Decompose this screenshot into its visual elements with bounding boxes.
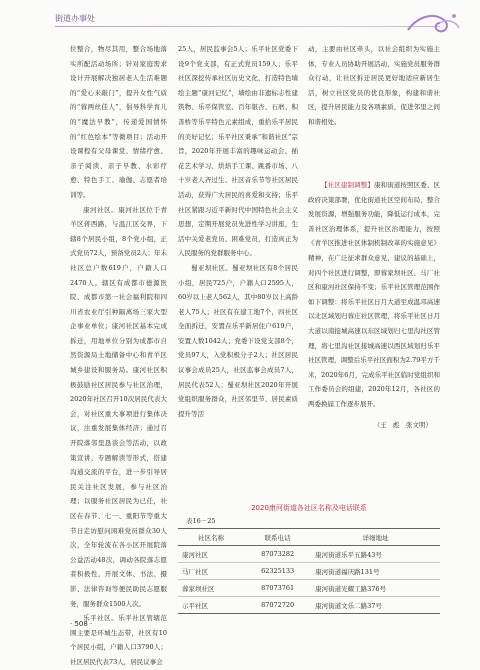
address: 康河街道光耀工路376号 [311,580,440,597]
section-label: 【社区建制调整】 [321,181,374,189]
header-address: 详细地址 [311,529,440,546]
header-rule [55,26,440,27]
table-row [178,597,440,614]
paragraph: 蜀亚坝社区。蜀亚坝社区有8个居民小组，居民725户，户籍人口2595人，60岁以上老人562人，其中80岁以上高龄老人75人；社区有在建工地7个，四社区全面拆迁，安置在乐平新居住户619户，安置人数1042人；党委下设党支部8个，党员97人，入党积极分子2人；社区居民议事会成员25人，社区监事会成员7人，居民代表52人；蜀亚坝社区2020年开展党组织服务群众，社区邻里节、居民素质提升等活 [178,263,298,418]
community-name: 示平社区 [178,597,244,614]
paragraph: 乐平社区。乐平社区管辖范围主要是环城生态带，社区有10个居民小组，户籍人口3790人；社区居民代表73人，居民议事会 [70,614,167,666]
page-header [0,0,480,36]
section-title: 街道办事处 [55,14,95,23]
paragraph: 动，主要由社区牵头，以社会组织为实施主体，专业人员协助开展活动，实施党员服务群众行动，让社区拆迁居民更好地适应新居生活，树立社区党员的优良形象，构建和谐社区，提升居民能力及各项素质，促进邻里之间和谐相处。 [308,45,440,126]
header-phone: 联系电话 [244,529,311,546]
section-text: 康和街道按照区委、区政府决策部署，优化街道社区空间布局，整合发展资源，增强服务功能，降低运行成本，完善社区治理体系，提升社区治理能力，按照《青羊区推进社区体制机制改革的实施意见》精神，在广泛征求群众意见、建议的基础上，对四个社区进行调整，即蓉家坝社区、马厂社区和康河社区保持不变；乐平社区管理范围作如下调整：将乐平社区日月大道至成温邛高速以北区域划归蓉庄社区管理，将乐平社区日月大道以南接城高速以东区域划归七里沟社区管理，将七里沟社区接城高速以西区域划归乐平社区管理，调整后乐平社区面积为2.79平方千米，2020年6月，完成乐平社区临时党组织和工作委员会的组建，2020年12月，各社区的两委换届工作逐步展开。 [308,181,441,408]
address: 康河街道文乐二路37号 [311,597,440,614]
phone-number: 62325133 [244,563,311,580]
community-name: 马厂社区 [178,563,244,580]
table-title: 2020康河街道各社区名称及电话联系 [251,504,367,512]
header-community-name: 社区名称 [178,529,244,546]
paragraph: 康河社区。康河社区位于青羊区蒋西路，与温江区交界，下辖8个居民小组，8个党小组，正式党员72人，预备党员2人；年末社区总户数619户，户籍人口2470人。辖区有成都市德源医院、成都市第一社会福利院和四川省农业厅引种隔离场三家大型企事业单位；康河社区基本完成拆迁，用地单位分别为成都市自然资源局土地储备中心和青羊区城乡建设和服务局。康河社区积极鼓励社区居民参与社区治理，2020年社区召开10次居民代表大会，对社区重大事项进行集体决议，注重发展集体经济；通过召开院落邻里恳谈会等活动，以政策宣讲、专题解读等形式，搭建沟通交流的平台，进一步引导居民关注社区发展，参与社区治理；以服务社区居民为已任，社区在春节、七一、重阳节等重大节日走访慰问困难党员群众30人次，全年轮流在各小区开展院落公益活动48次，调动各院落志愿者积极性，开展文体、书法、摄影、法律咨询等便民助民志愿服务，服务群众1500人次。 [70,205,167,608]
community-adjustment-paragraph [308,178,440,412]
contact-table [178,528,440,614]
community-name: 蓉家坝社区 [178,580,244,597]
table-number: 表16－25 [186,517,216,525]
table-row [178,580,440,597]
table-header-row [178,529,440,546]
page-number: · 508 · [70,620,93,628]
address: 康河街道乐平五路43号 [311,546,440,563]
phone-number: 87073282 [244,546,311,563]
phone-number: 87073761 [244,580,311,597]
address: 康河街道福庆路131号 [311,563,440,580]
paragraph: 位整合，物尽其用，整合场地落实所配活动场所；针对家庭需求设计开展解决独居老人生活难题的“爱心来敲门”，提升女性气质的“蓉两丝佳人”，倡导科学育儿的“魔法早教”，传递爱国情怀的“红色绘本”等微项目；活动开设课程有父母课堂、情绪疗愈、亲子阅读、亲子早教、水彩疗愈、特色手工、瑜伽、志愿者培训等。 [70,45,167,199]
table-row [178,563,440,580]
author-signature: （王 彪 张文明） [373,420,432,429]
paragraph: 25人，居民监事会5人；乐平社区党委下设9个党支部，有正式党员159人；乐平社区深挖传承社区历史文化，打造特色墙绘主题“康河记忆”，墙绘由非遗标志性建筑物、乐平保管室、百年银杏、石磨、积善桥等乐平特色元素组成，重拾乐平居民的美好记忆；乐平社区秉承“和谐社区”宗旨，2020年开展丰富的趣味运动会、插花艺术学习、烘焙手工课、跳番市场、八十岁老人齐过生、社区音乐节等社区居民活动，获得广大居民的喜爱和支持；乐平社区紧跟习近平新时代中国特色社会主义思想，定期开展党员先进性学习讲座，生活中关爱老党员、困难党员，打造真正为人民服务的党群服务中心。 [178,45,298,258]
phone-number: 87072720 [244,597,311,614]
contact-table-section [178,502,440,614]
table-row [178,546,440,563]
community-name: 康河社区 [178,546,244,563]
decorative-swirl-icon [404,8,462,38]
